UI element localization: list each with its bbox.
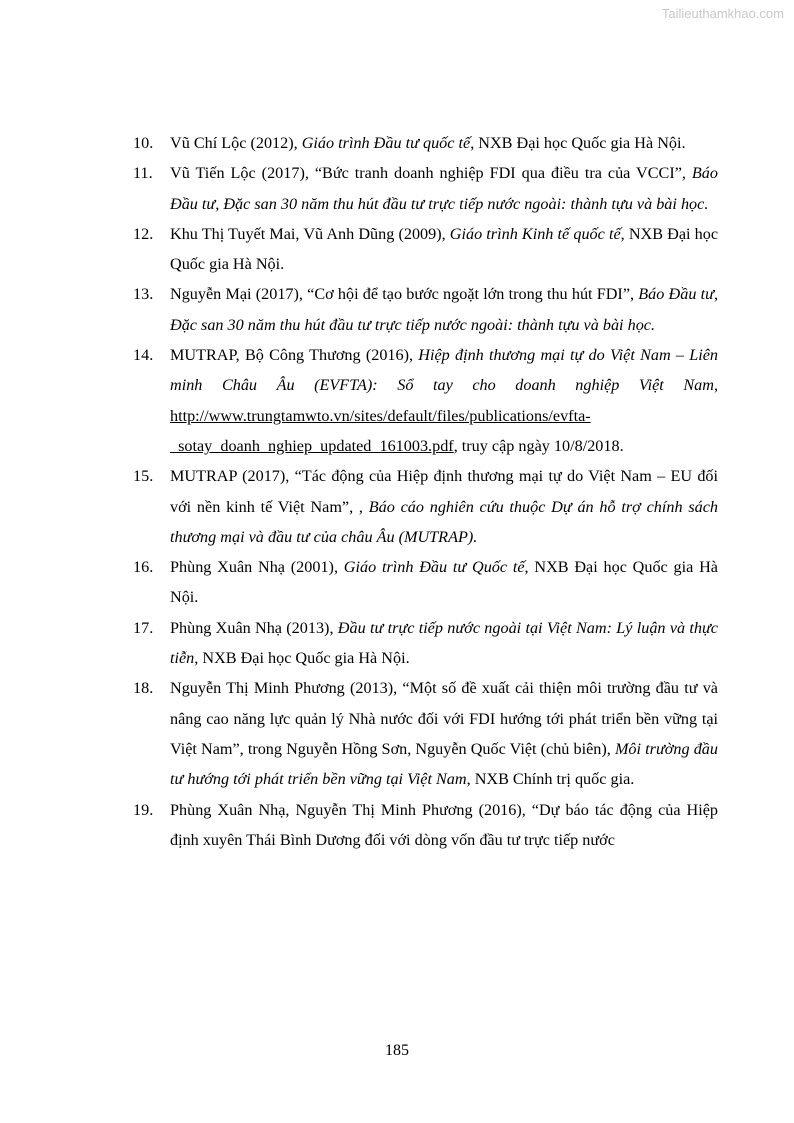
reference-text: Nguyễn Thị Minh Phương (2013), “Một số đề xuất cải thiện môi trường đầu tư và nâng cao năng lực quản lý Nhà nước đối với FDI hướng tới phát triển bền vững tại Việt Nam”, trong Nguyễn Hồng Sơn, Nguyễn Quốc Việt (chủ biên), <box>170 679 718 758</box>
reference-text: Phùng Xuân Nhạ, Nguyễn Thị Minh Phương (2016), “Dự báo tác động của Hiệp định xuyên Thái Bình Dương đối với dòng vốn đầu tư trực tiếp nước <box>170 800 718 849</box>
reference-text: Vũ Tiến Lộc (2017), “Bức tranh doanh nghiệp FDI qua điều tra của VCCI”, <box>170 164 692 183</box>
reference-text: Khu Thị Tuyết Mai, Vũ Anh Dũng (2009), <box>170 224 450 243</box>
reference-entry <box>133 128 718 158</box>
reference-title: Giáo trình Đầu tư quốc tế <box>301 134 471 152</box>
reference-text: MUTRAP (2017), “Tác động của Hiệp định thương mại tự do Việt Nam – EU đối với nền kinh tế Việt Nam”, , <box>170 467 718 516</box>
reference-number: 11. <box>133 164 153 183</box>
reference-text: , NXB Chính trị quốc gia. <box>466 770 635 789</box>
reference-entry <box>133 673 718 794</box>
reference-entry <box>133 552 718 613</box>
reference-number: 13. <box>133 285 154 304</box>
reference-title: Giáo trình Kinh tế quốc tế <box>449 224 621 243</box>
reference-title: Giáo trình Đầu tư Quốc tế <box>343 558 525 577</box>
reference-entry <box>133 219 718 280</box>
reference-number: 16. <box>133 558 154 577</box>
reference-list <box>133 128 718 855</box>
reference-text: NXB Đại học Quốc gia Hà Nội. <box>198 649 410 668</box>
reference-entry <box>133 279 718 340</box>
reference-text: Phùng Xuân Nhạ (2013), <box>170 618 338 637</box>
reference-text: Vũ Chí Lộc (2012), <box>170 134 302 152</box>
watermark: Tailieuthamkhao.com <box>661 6 784 21</box>
reference-link[interactable]: http://www.trungtamwto.vn/sites/default/files/publications/evfta- <box>170 406 591 425</box>
reference-text: MUTRAP, Bộ Công Thương (2016), <box>170 346 419 365</box>
reference-number: 19. <box>133 800 154 819</box>
reference-title: Đầu tư trực tiếp nước ngoài tại Việt Nam: Lý luận và thực tiễn, <box>170 618 718 668</box>
reference-text: Nguyễn Mại (2017), “Cơ hội để tạo bước ngoặt lớn trong thu hút FDI”, <box>170 285 639 304</box>
reference-title: Báo cáo nghiên cứu thuộc Dự án hỗ trợ chính sách thương mại và đầu tư của châu Âu (MUTRAP). <box>170 497 718 546</box>
reference-entry <box>133 340 718 461</box>
reference-number: 15. <box>133 467 154 486</box>
reference-entry <box>133 461 718 552</box>
reference-text: , truy cập ngày 10/8/2018. <box>453 436 624 455</box>
reference-text: , NXB Đại học Quốc gia Hà Nội. <box>470 134 686 152</box>
page-number: 185 <box>385 1042 409 1059</box>
reference-title: Báo Đầu tư, Đặc san 30 năm thu hút đầu tư trực tiếp nước ngoài: thành tựu và bài học. <box>170 164 718 213</box>
reference-title: Báo Đầu tư, Đặc san 30 năm thu hút đầu tư trực tiếp nước ngoài: thành tựu và bài học. <box>170 285 719 334</box>
reference-number: 14. <box>133 346 154 365</box>
reference-text: , NXB Đại học Quốc gia Hà Nội. <box>170 558 718 607</box>
reference-text: Phùng Xuân Nhạ (2001), <box>170 558 344 577</box>
reference-number: 10. <box>133 134 154 152</box>
reference-entry <box>133 795 718 856</box>
reference-link[interactable]: _sotay_doanh_nghiep_updated_161003.pdf <box>170 436 454 455</box>
reference-entry <box>133 613 718 674</box>
reference-text: , NXB Đại học Quốc gia Hà Nội. <box>170 224 719 274</box>
reference-number: 17. <box>133 618 154 637</box>
reference-title: Hiệp định thương mại tự do Việt Nam – Liên minh Châu Âu (EVFTA): Sổ tay cho doanh nghiệp Việt Nam <box>170 346 718 395</box>
reference-number: 12. <box>133 224 154 243</box>
reference-text: , <box>713 376 718 395</box>
reference-title: Môi trường đầu tư hướng tới phát triển bền vững tại Việt Nam <box>170 739 718 789</box>
reference-number: 18. <box>133 679 154 698</box>
reference-entry <box>133 158 718 219</box>
